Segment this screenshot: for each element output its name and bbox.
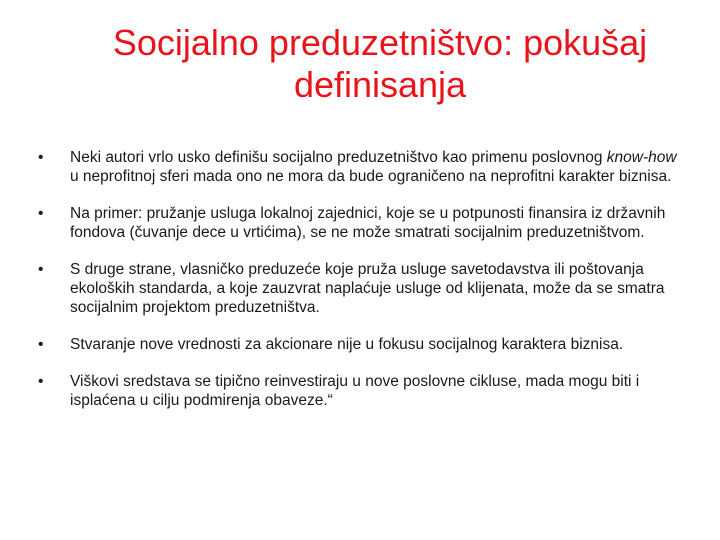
bullet-text-3: S druge strane, vlasničko preduzeće koje pruža usluge savetodavstva ili poštovanja ekoloških standarda, a koje zauzvrat naplaćuje usluge od klijenata, može da se smatra socijalnim projektom preduzetništva.: [70, 261, 665, 316]
bullet-item-5: [38, 372, 678, 410]
bullet-text-4: Stvaranje nove vrednosti za akcionare nije u fokusu socijalnog karaktera biznisa.: [70, 336, 624, 353]
bullet-item-4: [38, 335, 678, 354]
bullet-marker: •: [38, 205, 44, 222]
bullet-marker: •: [38, 373, 44, 390]
bullet-item-1: [38, 148, 678, 186]
bullet-text-1-italic: know-how: [606, 149, 677, 166]
bullet-text-1-start: Neki autori vrlo usko definišu socijalno preduzetništvo kao primenu poslovnog: [70, 149, 607, 166]
bullet-marker: •: [38, 336, 44, 353]
bullet-text-1-end: u neprofitnoj sferi mada ono ne mora da bude ograničeno na neprofitni karakter biznisa.: [70, 168, 672, 185]
bullet-marker: •: [38, 261, 44, 278]
bullet-text-2: Na primer: pružanje usluga lokalnoj zajednici, koje se u potpunosti finansira iz državnih fondova (čuvanje dece u vrtićima), se ne može smatrati socijalnim preduzetništvom.: [70, 205, 666, 241]
bullet-item-2: [38, 204, 678, 242]
slide-title-line-1: Socijalno preduzetništvo: pokušaj: [112, 22, 648, 63]
slide-title-line-2: definisanja: [293, 64, 467, 105]
bullet-marker: •: [38, 149, 44, 166]
slide-title: [40, 22, 720, 106]
bullet-text-5: Viškovi sredstava se tipično reinvestiraju u nove poslovne cikluse, mada mogu biti i isplaćena u cilju podmirenja obaveze.“: [70, 373, 640, 409]
bullet-item-3: [38, 260, 678, 317]
bullet-list: [38, 148, 678, 428]
